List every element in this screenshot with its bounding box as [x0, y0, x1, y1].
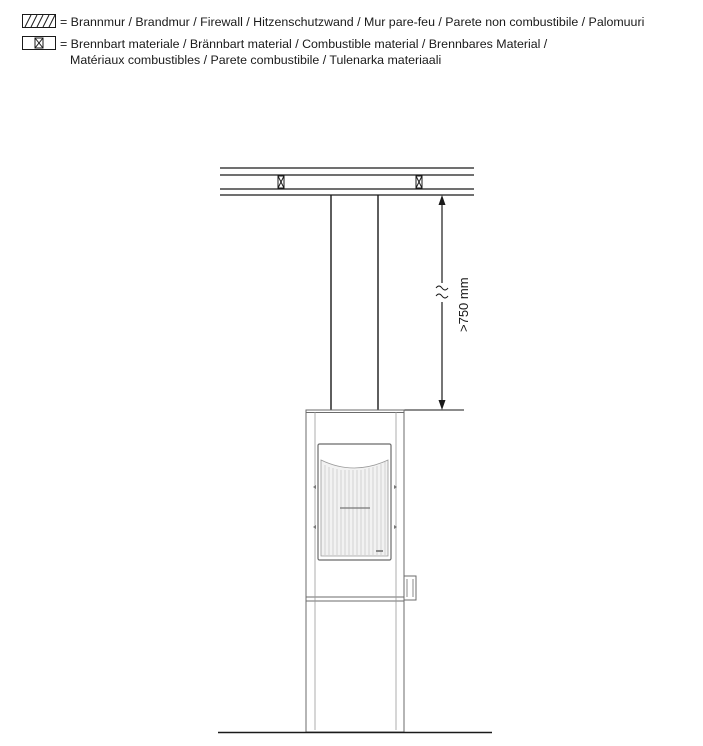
stove-window — [318, 444, 391, 560]
break-mark-lower — [436, 294, 448, 298]
legend-combustible-line2: Matériaux combustibles / Parete combustibile / Tulenarka materiaali — [70, 53, 442, 67]
dimension-arrow-bottom — [439, 400, 446, 410]
dimension-arrow-top — [439, 195, 446, 205]
legend-combustible-line1: = Brennbart materiale / Brännbart material / Combustible material / Brennbares Material / — [60, 37, 548, 51]
ceiling — [220, 168, 474, 195]
chimney-pipe — [331, 195, 378, 410]
stove-side-handle — [404, 576, 416, 600]
break-mark-upper — [436, 286, 448, 290]
ceiling-joist-right — [416, 176, 422, 188]
ceiling-joist-left — [278, 176, 284, 188]
window-logo — [376, 550, 383, 552]
dimension-label: >750 mm — [456, 277, 471, 332]
legend-firewall-text: = Brannmur / Brandmur / Firewall / Hitzenschutzwand / Mur pare-feu / Parete non combustibile / Palomuuri — [60, 15, 645, 29]
